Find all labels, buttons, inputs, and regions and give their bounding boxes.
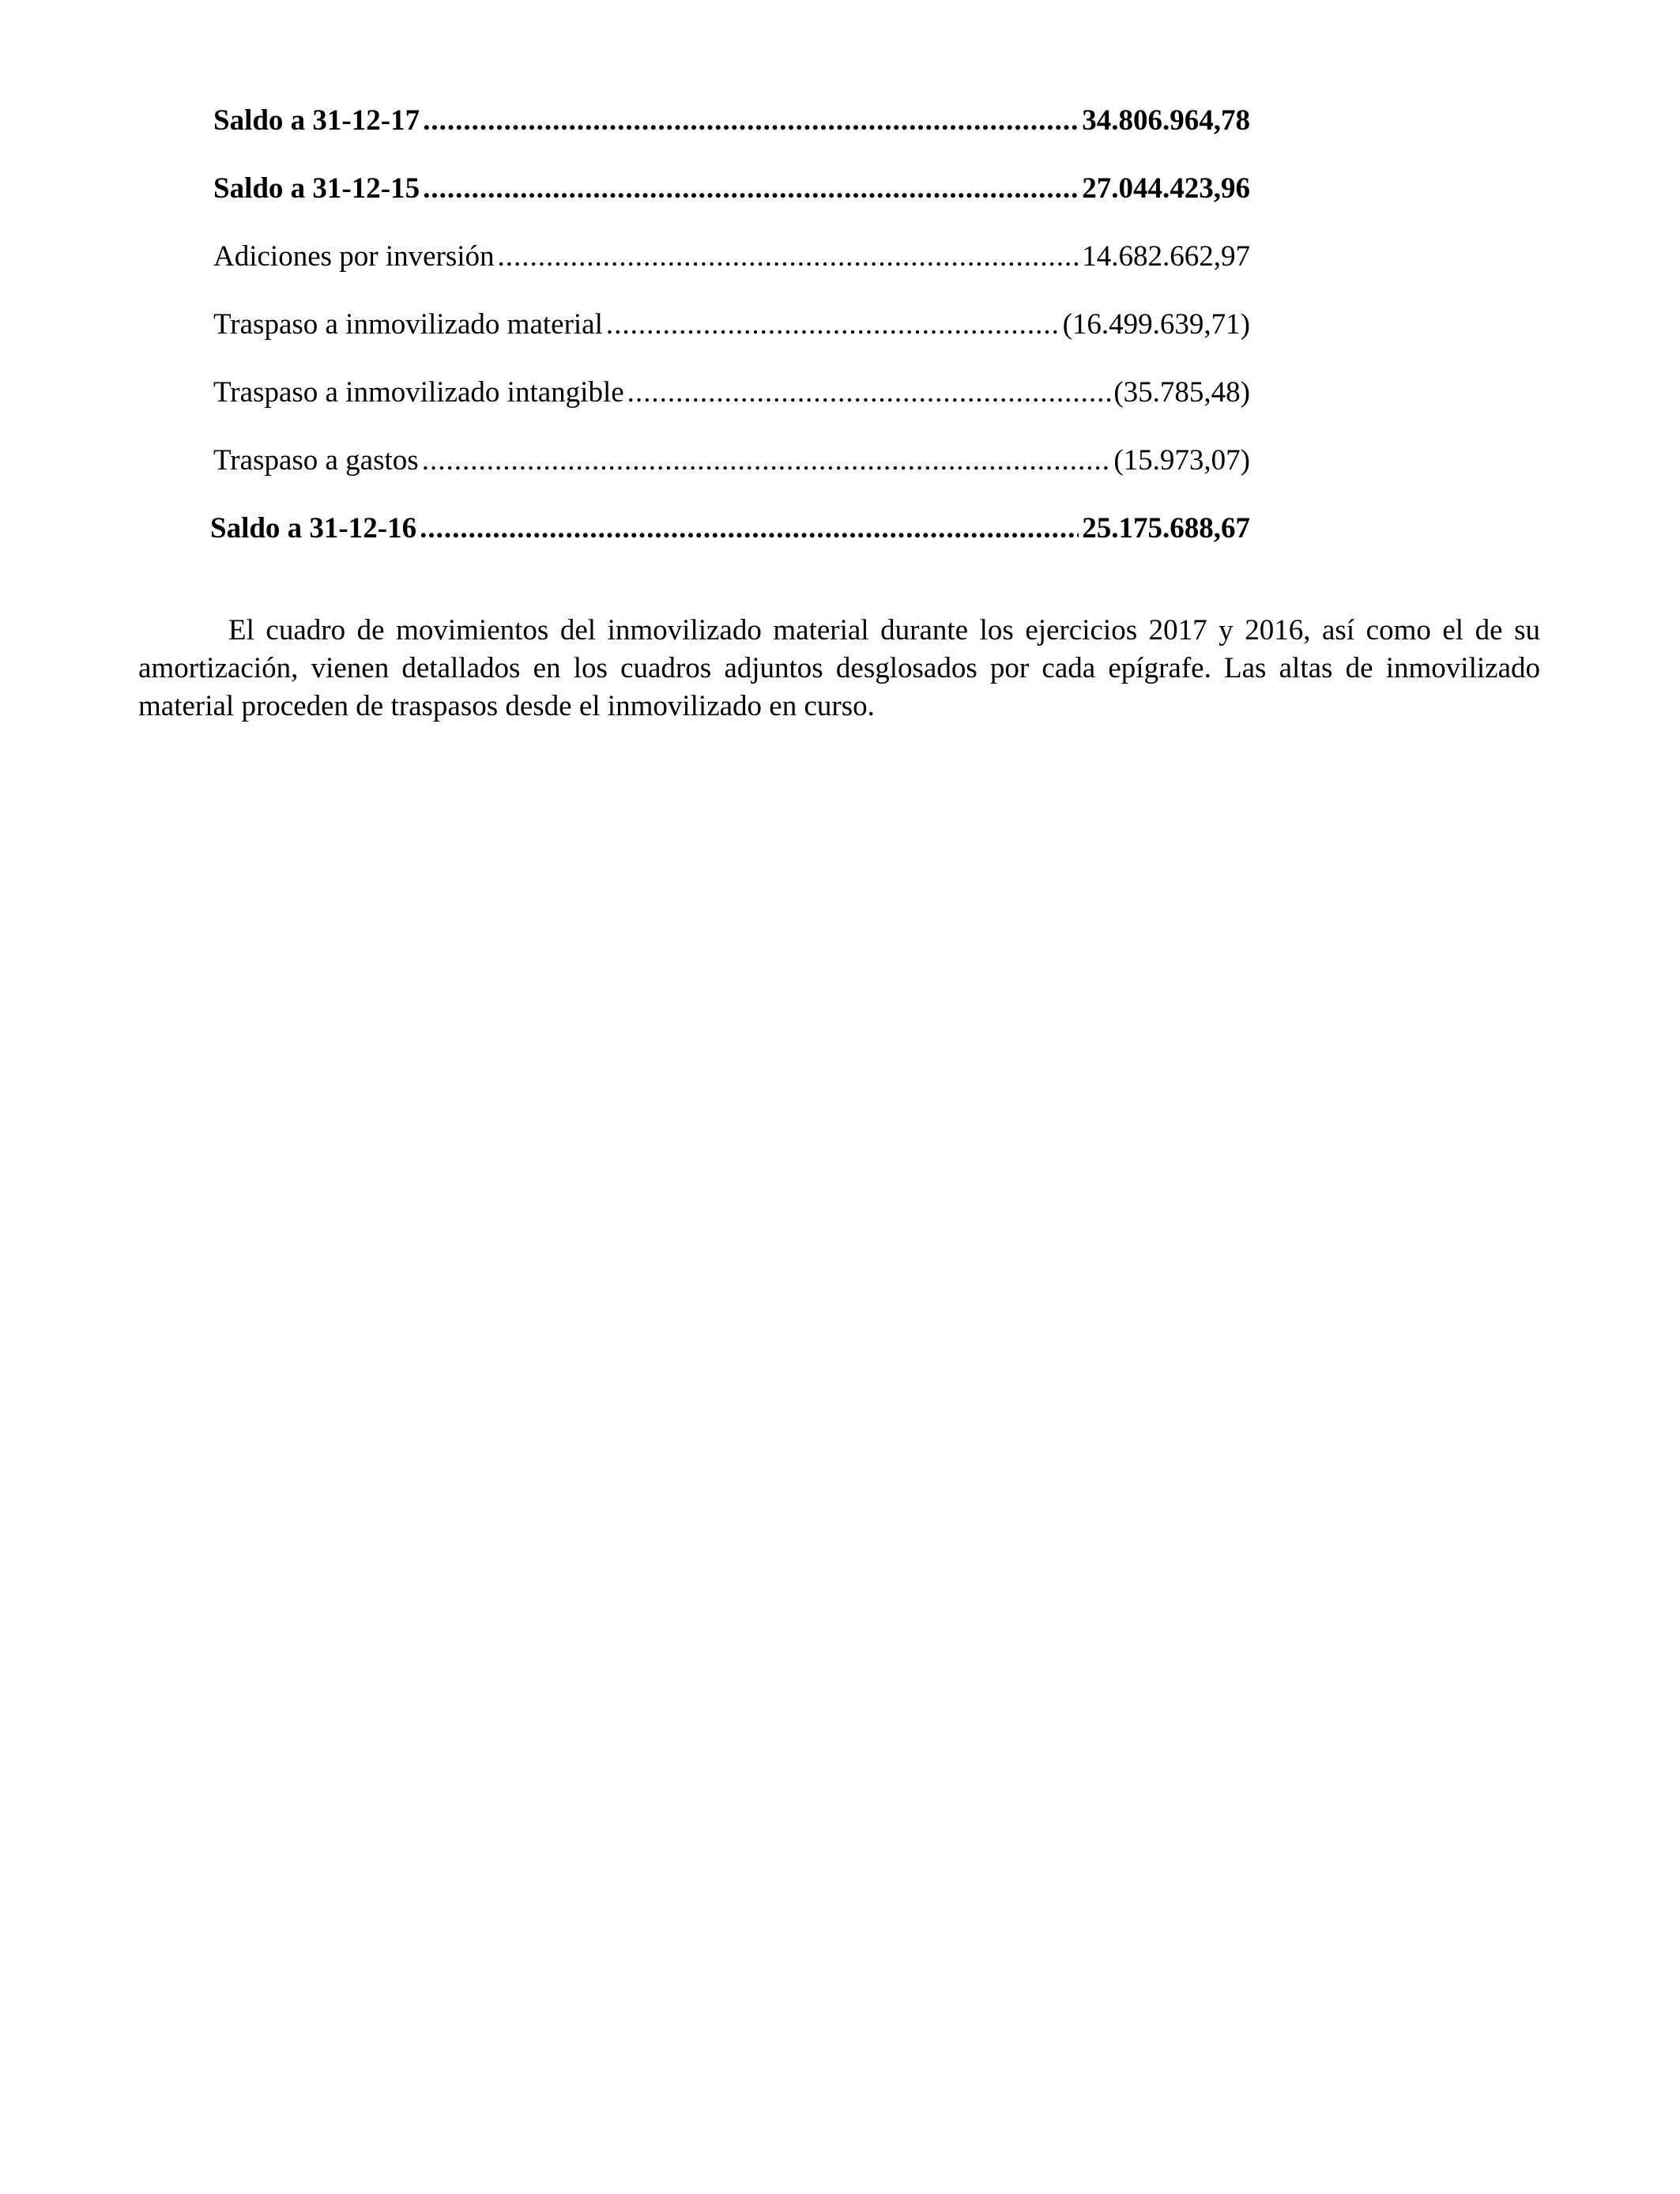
balance-ledger <box>210 101 1250 577</box>
row-label: Saldo a 31-12-17 <box>213 104 420 137</box>
row-label: Traspaso a inmovilizado material <box>213 308 603 341</box>
dot-leader <box>627 373 1111 413</box>
row-label: Traspaso a gastos <box>213 444 419 477</box>
row-amount: (15.973,07) <box>1113 444 1250 477</box>
dot-leader <box>423 101 1079 141</box>
ledger-row-transfer-intangible <box>213 373 1250 441</box>
row-label: Traspaso a inmovilizado intangible <box>213 376 624 409</box>
dot-leader <box>423 169 1079 209</box>
ledger-row-additions <box>213 237 1250 305</box>
row-amount: (35.785,48) <box>1113 376 1250 409</box>
ledger-row-transfer-expenses <box>213 441 1250 509</box>
dot-leader <box>606 305 1060 345</box>
row-amount: 25.175.688,67 <box>1082 512 1250 545</box>
ledger-row-transfer-material <box>213 305 1250 373</box>
ledger-row-balance-2017 <box>213 101 1250 169</box>
dot-leader <box>498 237 1079 277</box>
row-amount: 27.044.423,96 <box>1082 172 1250 205</box>
row-amount: 34.806.964,78 <box>1082 104 1250 137</box>
ledger-row-balance-2016 <box>210 509 1250 577</box>
row-label: Saldo a 31-12-15 <box>213 172 420 205</box>
dot-leader <box>422 441 1111 481</box>
row-amount: 14.682.662,97 <box>1082 240 1250 273</box>
row-amount: (16.499.639,71) <box>1062 308 1250 341</box>
dot-leader <box>420 509 1079 548</box>
body-paragraph: El cuadro de movimientos del inmovilizado material durante los ejercicios 2017 y 2016, así como el de su amortización, vienen detallados en los cuadros adjuntos desglosados por cada epígrafe. Las altas de inmovilizado material proceden de traspasos desde el inmovilizado en curso. <box>138 614 1540 722</box>
row-label: Adiciones por inversión <box>213 240 495 273</box>
row-label: Saldo a 31-12-16 <box>210 512 417 545</box>
ledger-row-balance-2015 <box>213 169 1250 237</box>
